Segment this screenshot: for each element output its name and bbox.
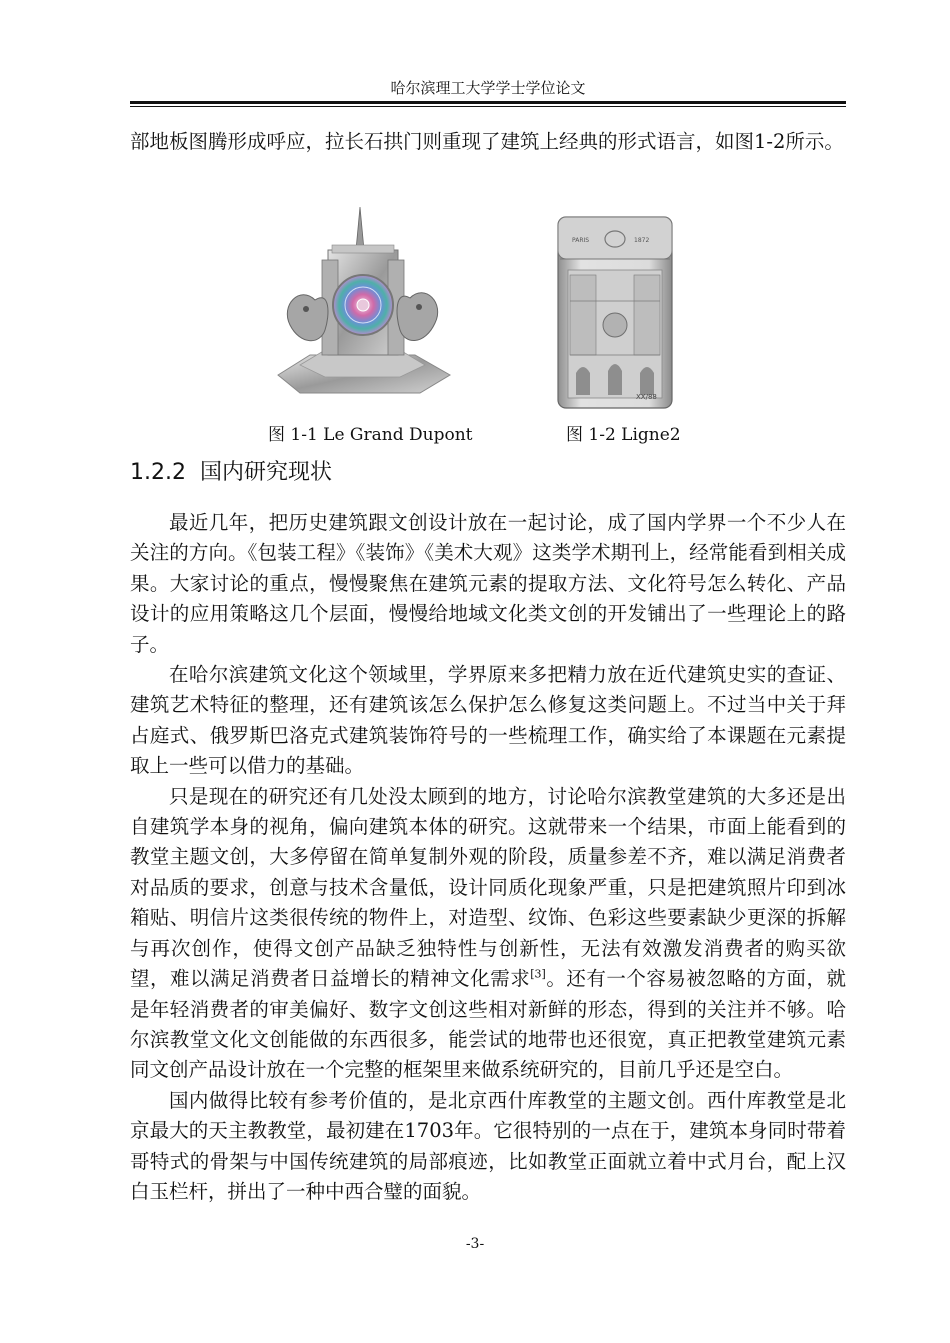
header-rule-thick	[130, 101, 846, 104]
figure-1-1-caption: 图 1-1 Le Grand Dupont	[268, 425, 473, 445]
figure-ligne2	[556, 215, 674, 410]
lighter-engraving-paris: PARIS	[572, 237, 590, 244]
le-grand-dupont-image	[270, 205, 455, 395]
section-heading	[130, 458, 346, 488]
section-number: 1.2.2	[130, 460, 186, 485]
body-paragraph-4: 国内做得比较有参考价值的，是北京西什库教堂的主题文创。西什库教堂是北京最大的天主教教堂，最初建在1703年。它很特别的一点在于，建筑本身同时带着哥特式的骨架与中国传统建筑的局部痕迹，比如教堂正面就立着中式月台，配上汉白玉栏杆，拼出了一种中西合璧的面貌。	[130, 1088, 846, 1203]
paragraph-3-text-after: 。还有一个容易被忽略的方面，就是年轻消费者的审美偏好、数字文创这些相对新鲜的形态，得到的关注并不够。哈尔滨教堂文化文创能做的东西很多，能尝试的地带也还很宽，真正把教堂建筑元素同文创产品设计放在一个完整的框架里来做系统研究的，目前几乎还是空白。	[130, 967, 846, 1082]
body-text-block	[130, 508, 846, 1207]
body-paragraph-1: 最近几年，把历史建筑跟文创设计放在一起讨论，成了国内学界一个不少人在关注的方向。《包装工程》《装饰》《美术大观》这类学术期刊上，经常能看到相关成果。大家讨论的重点，慢慢聚焦在建筑元素的提取方法、文化符号怎么转化、产品设计的应用策略这几个层面，慢慢给地域文化类文创的开发铺出了一些理论上的路子。	[130, 511, 846, 656]
ligne2-lighter-image	[556, 215, 674, 410]
header-rule-thin	[130, 106, 846, 107]
citation-3: [3]	[530, 967, 546, 981]
intro-text-block	[130, 127, 846, 157]
body-paragraph-3	[130, 782, 846, 1086]
figure-1-2-caption: 图 1-2 Ligne2	[566, 425, 681, 445]
running-header: 哈尔滨理工大学学士学位论文	[390, 79, 586, 97]
figure-le-grand-dupont	[270, 205, 455, 395]
body-paragraph-2: 在哈尔滨建筑文化这个领域里，学界原来多把精力放在近代建筑史实的查证、建筑艺术特征的整理，还有建筑该怎么保护怎么修复这类问题上。不过当中关于拜占庭式、俄罗斯巴洛克式建筑装饰符号的一些梳理工作，确实给了本课题在元素提取上一些可以借力的基础。	[130, 663, 846, 778]
paragraph-3-text: 只是现在的研究还有几处没太顾到的地方，讨论哈尔滨教堂建筑的大多还是出自建筑学本身的视角，偏向建筑本体的研究。这就带来一个结果，市面上能看到的教堂主题文创，大多停留在简单复制外观的阶段，质量参差不齐，难以满足消费者对品质的要求，创意与技术含量低，设计同质化现象严重，只是把建筑照片印到冰箱贴、明信片这类很传统的物件上，对造型、纹饰、色彩这些要素缺少更深的拆解与再次创作，使得文创产品缺乏独特性与创新性，无法有效激发消费者的购买欲望，难以满足消费者日益增长的精神文化需求	[130, 784, 846, 991]
lighter-engraving-year: 1872	[634, 237, 650, 244]
lighter-number-tag: XX/88	[636, 393, 657, 401]
section-title: 国内研究现状	[199, 460, 332, 485]
page-number: -3-	[465, 1236, 485, 1252]
intro-paragraph: 部地板图腾形成呼应，拉长石拱门则重现了建筑上经典的形式语言，如图1-2所示。	[130, 130, 844, 153]
